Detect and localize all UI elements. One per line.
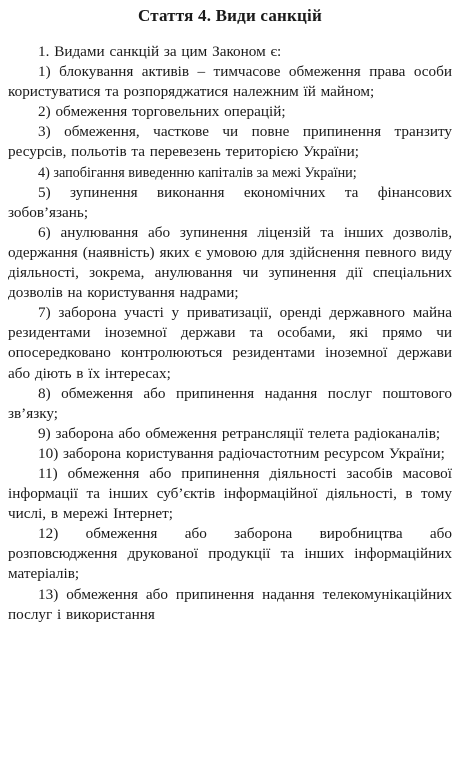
list-item: 3) обмеження, часткове чи повне припинення транзиту ресурсів, польотів та перевезень територією України; [8,123,452,161]
list-item: 5) зупинення виконання економічних та фінансових зобов’язань; [8,183,452,221]
list-item: 6) анулювання або зупинення ліцензій та інших дозволів, одержання (наявність) яких є умовою для здійснення певного виду діяльності, зокрема, анулювання чи зупинення дії спеціальних дозволів на користування надрами; [8,223,452,302]
article-heading: Стаття 4. Види санкцій [138,6,322,25]
list-item: 11) обмеження або припинення діяльності засобів масової інформації та інших суб’єктів інформаційної діяльності, в тому числі, в мережі Інтернет; [8,464,452,523]
list-item: 8) обмеження або припинення надання послуг поштового зв’язку; [8,384,452,422]
list-item: 4) запобігання виведенню капіталів за межі України; [38,164,357,181]
list-item: 1) блокування активів – тимчасове обмеження права особи користуватися та розпоряджатися належним їй майном; [8,63,452,101]
list-item: 9) заборона або обмеження ретрансляції телета радіоканалів; [38,424,441,442]
list-item: 13) обмеження або припинення надання телекомунікаційних послуг і використання [8,585,452,623]
list-item: 7) заборона участі у приватизації, оренді державного майна резидентами іноземної держави та особами, які прямо чи опосередковано контролюються резидентами іноземної держави або діють в їх інтересах; [8,304,452,382]
list-item: 2) обмеження торговельних операцій; [38,103,286,121]
list-item: 12) обмеження або заборона виробництва або розповсюдження друкованої продукції та інших інформаційних матеріалів; [8,525,452,583]
list-item: 1. Видами санкцій за цим Законом є: [38,43,282,60]
list-item: 10) заборона користування радіочастотним ресурсом України; [38,444,445,462]
